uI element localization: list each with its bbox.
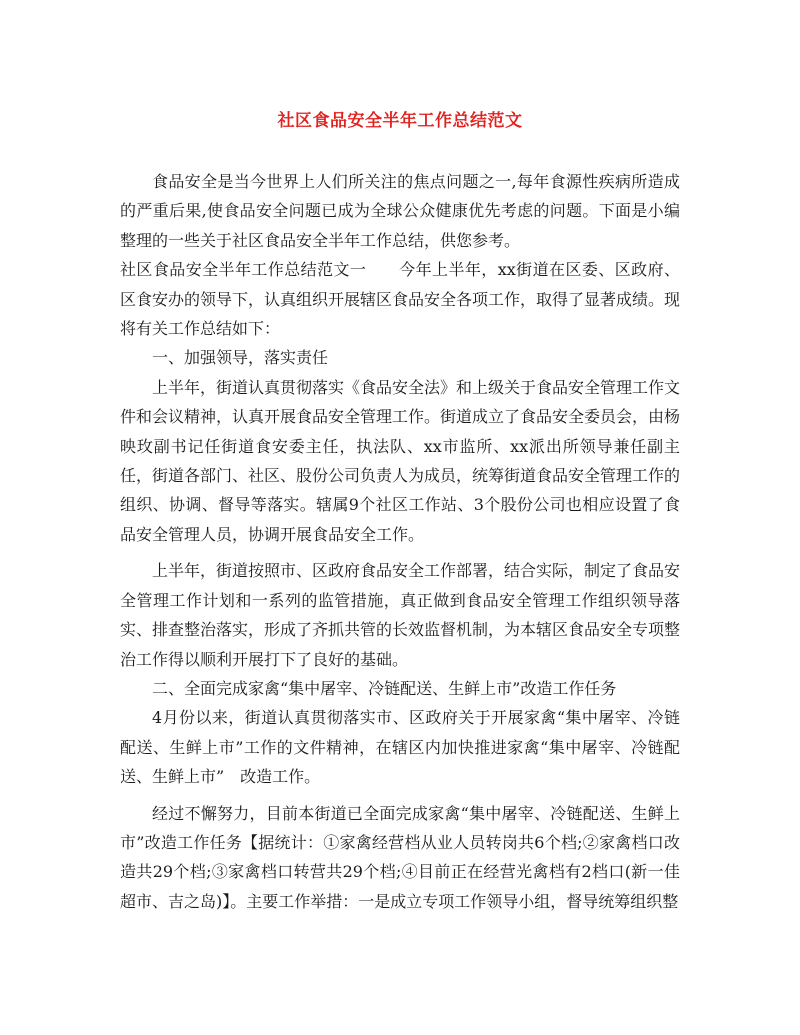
document-body — [120, 167, 680, 916]
paragraph-poultry-results: 经过不懈努力，目前本街道已全面完成家禽“集中屠宰、冷链配送、生鲜上市”改造工作任务【据统计：①家禽经营档从业人员转岗共6个档;②家禽档口改造共29个档;③家禽档口转营共29个档;④目前正在经营光禽档有2档口(新一佳超市、吉之岛)】。主要工作举措：一是成立专项工作领导小组，督导统筹组织整 — [120, 803, 680, 911]
section-intro-paragraph: 社区食品安全半年工作总结范文一 今年上半年，xx街道在区委、区政府、区食安办的领导下，认真组织开展辖区食品安全各项工作，取得了显著成绩。现将有关工作总结如下： — [120, 260, 681, 339]
paragraph-supervision: 上半年，街道按照市、区政府食品安全工作部署，结合实际，制定了食品安全管理工作计划和一系列的监管措施，真正做到食品安全管理工作组织领导落实、排查整治落实，形成了齐抓共管的长效监督机制，为本辖区食品安全专项整治工作得以顺利开展打下了良好的基础。 — [120, 561, 681, 669]
heading-one: 一、加强领导，落实责任 — [152, 348, 329, 368]
document-title: 社区食品安全半年工作总结范文 — [277, 111, 523, 131]
intro-paragraph: 食品安全是当今世界上人们所关注的焦点问题之一,每年食源性疾病所造成的严重后果,使食品安全问题已成为全球公众健康优先考虑的问题。下面是小编整理的一些关于社区食品安全半年工作总结，供您参考。 — [120, 172, 680, 250]
heading-two: 二、全面完成家禽“集中屠宰、冷链配送、生鲜上市”改造工作任务 — [152, 678, 617, 698]
paragraph-poultry-policy: 4月份以来，街道认真贯彻落实市、区政府关于开展家禽“集中屠宰、冷链配送、生鲜上市”工作的文件精神，在辖区内加快推进家禽“集中屠宰、冷链配送、生鲜上市” 改造工作。 — [120, 708, 680, 787]
paragraph-leadership: 上半年，街道认真贯彻落实《食品安全法》和上级关于食品安全管理工作文件和会议精神，认真开展食品安全管理工作。街道成立了食品安全委员会，由杨映玫副书记任街道食安委主任，执法队、xx市监所、xx派出所领导兼任副主任，街道各部门、社区、股份公司负责人为成员，统筹街道食品安全管理工作的组织、协调、督导等落实。辖属9个社区工作站、3个股份公司也相应设置了食品安全管理人员，协调开展食品安全工作。 — [120, 377, 681, 544]
